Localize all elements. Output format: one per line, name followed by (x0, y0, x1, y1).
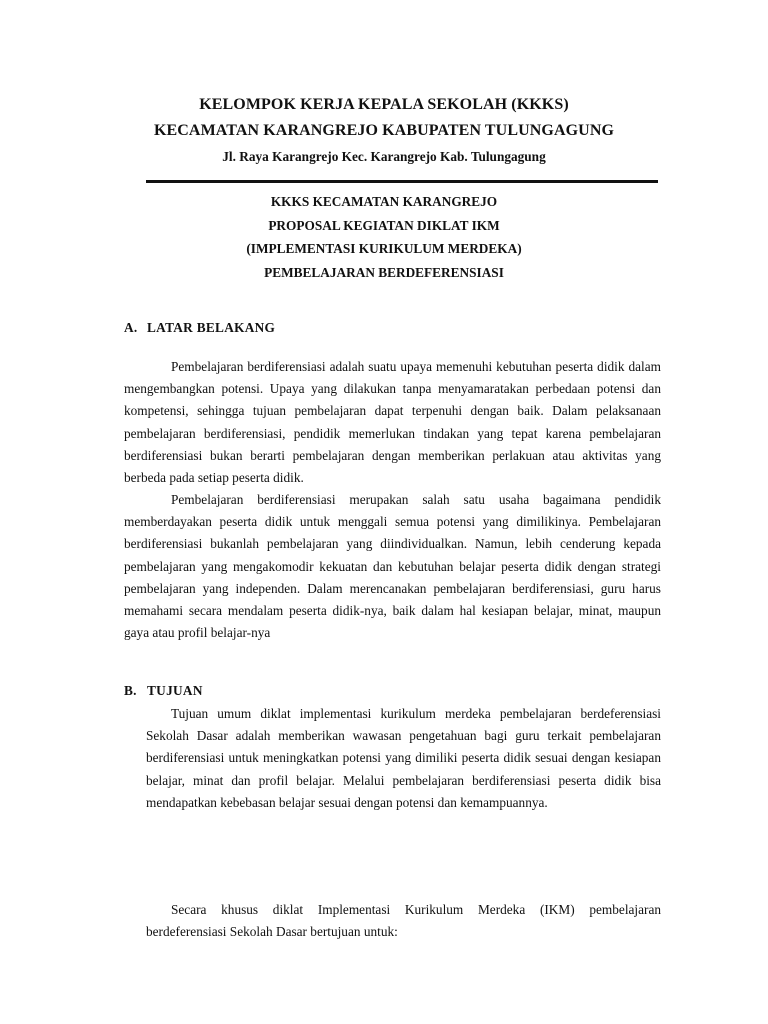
title-line-3: (IMPLEMENTASI KURIKULUM MERDEKA) (246, 241, 522, 256)
letterhead-address: Jl. Raya Karangrejo Kec. Karangrejo Kab. Tulungagung (222, 149, 546, 164)
section-a-heading (124, 318, 275, 338)
section-a-title: LATAR BELAKANG (147, 320, 276, 335)
letterhead-region: KECAMATAN KARANGREJO KABUPATEN TULUNGAGUNG (153, 122, 615, 139)
section-b-paragraph-1: Tujuan umum diklat implementasi kurikulum merdeka pembelajaran berdeferensiasi Sekolah Dasar adalah memberikan wawasan pengetahuan bagi guru terkait pembelajaran berdiferensiasi untuk meningkatkan potensi yang dimiliki peserta didik sesuai dengan kesiapan belajar, minat dan profil belajar. Melalui pembelajaran berdiferensiasi peserta didik bisa mendapatkan kebebasan belajar sesuai dengan potensi dan kemampuannya. (146, 706, 661, 810)
section-a-number: A. (124, 320, 138, 335)
letterhead-organization: KELOMPOK KERJA KEPALA SEKOLAH (KKKS) (199, 96, 569, 113)
section-a-paragraph-2: Pembelajaran berdiferensiasi merupakan salah satu usaha bagaimana pendidik memberdayakan peserta didik untuk menggali semua potensi yang dimilikinya. Pembelajaran berdiferensiasi bukanlah pembelajaran yang diindividualkan. Namun, lebih cenderung kepada pembelajaran yang mengakomodir kekuatan dan kebutuhan belajar peserta didik dengan strategi pembelajaran yang independen. Dalam merencanakan pembelajaran berdiferensiasi, guru harus memahami secara mendalam peserta didik-nya, baik dalam hal kesiapan belajar, minat, maupun gaya atau profil belajar-nya (124, 492, 661, 641)
letterhead (0, 92, 768, 168)
title-line-4: PEMBELAJARAN BERDEFERENSIASI (264, 264, 504, 280)
title-line-2: PROPOSAL KEGIATAN DIKLAT IKM (268, 217, 500, 233)
title-line-1: KKKS KECAMATAN KARANGREJO (270, 194, 498, 209)
section-b-title: TUJUAN (147, 683, 203, 698)
document-title (0, 190, 768, 284)
section-b-paragraph-2: Secara khusus diklat Implementasi Kurikulum Merdeka (IKM) pembelajaran berdeferensiasi Sekolah Dasar bertujuan untuk: (146, 902, 661, 940)
section-b-number: B. (124, 683, 137, 698)
section-b-heading (124, 681, 203, 701)
letterhead-divider (146, 180, 658, 183)
section-a-paragraph-1: Pembelajaran berdiferensiasi adalah suatu upaya memenuhi kebutuhan peserta didik dalam mengembangkan potensi. Upaya yang dilakukan tanpa menyamaratakan perbedaan potensi dan kompetensi, sehingga tujuan pembelajaran dapat terpenuhi dengan baik. Dalam pelaksanaan pembelajaran berdiferensiasi, pendidik memerlukan tindakan yang tepat karena pembelajaran berdiferensiasi bukan berarti pembelajaran dengan memberikan perlakuan atau aktivitas yang berbeda pada setiap peserta didik. (124, 359, 661, 486)
